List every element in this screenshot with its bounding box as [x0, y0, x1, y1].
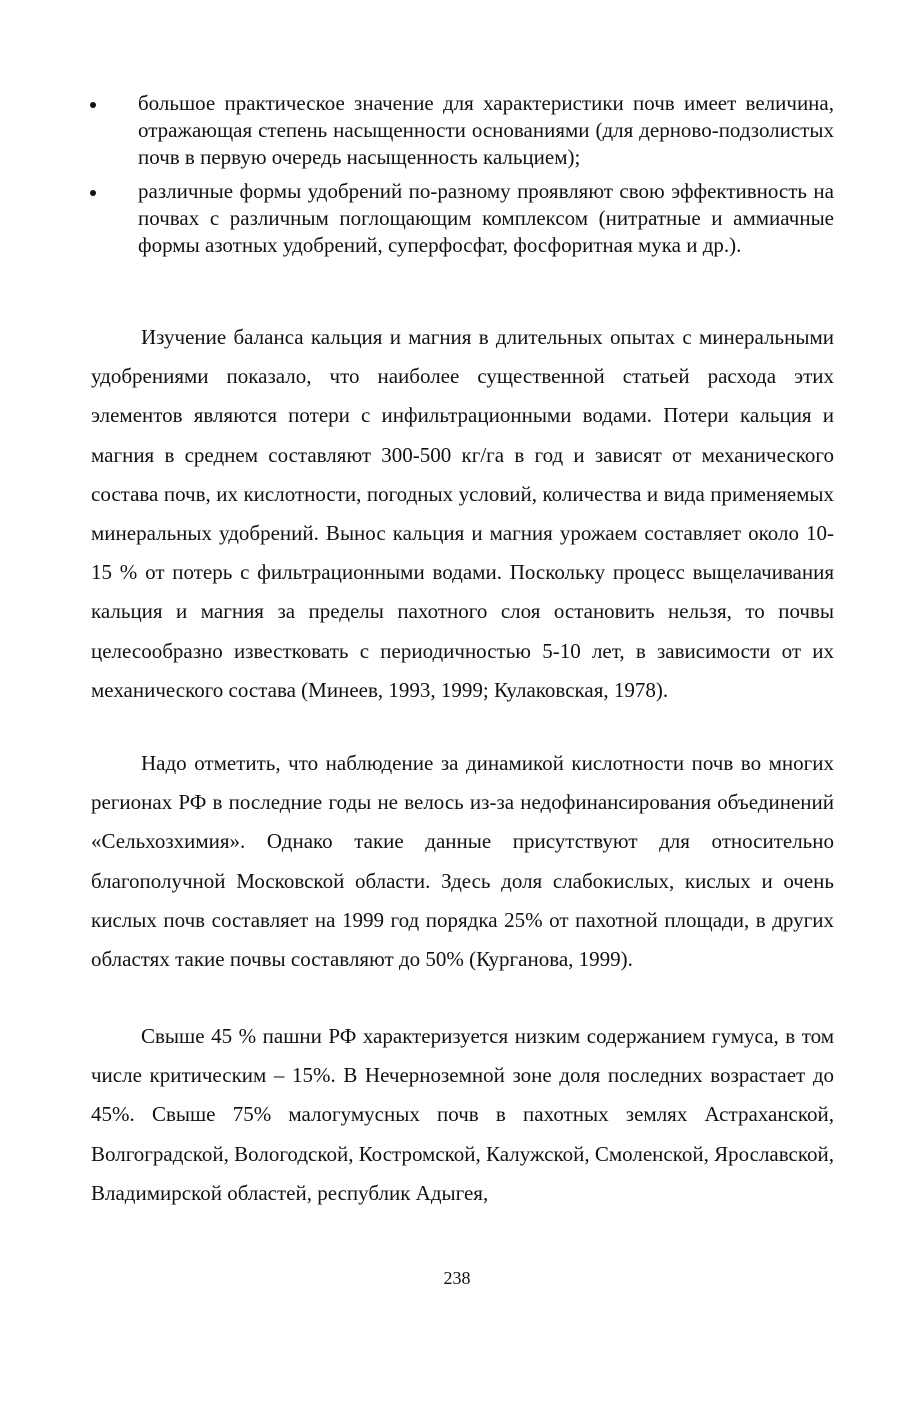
paragraph-acidity-monitoring: [91, 744, 834, 979]
paragraph-text: Свыше 45 % пашни РФ характеризуется низким содержанием гумуса, в том числе критическим – 15%. В Нечерноземной зоне доля последних возрастает до 45%. Свыше 75% малогумусных почв в пахотных землях Астраханской, Волгоградской, Вологодской, Костромской, Калужской, Смоленской, Ярославской, Владимирской областей, республик Адыгея,: [91, 1024, 834, 1205]
list-item: [88, 178, 834, 259]
paragraph-humus-content: [91, 1017, 834, 1213]
bullet-list: [88, 90, 834, 266]
paragraph-text: Изучение баланса кальция и магния в длительных опытах с минеральными удобрениями показало, что наиболее существенной статьей расхода этих элементов являются потери с инфильтрационными водами. Потери кальция и магния в среднем составляют 300-500 кг/га в год и зависят от механического состава почв, их кислотности, погодных условий, количества и вида применяемых минеральных удобрений. Вынос кальция и магния урожаем составляет около 10-15 % от потерь с фильтрационными водами. Поскольку процесс выщелачивания кальция и магния за пределы пахотного слоя остановить нельзя, то почвы целесообразно известковать с периодичностью 5-10 лет, в зависимости от их механического состава (Минеев, 1993, 1999; Кулаковская, 1978).: [91, 325, 834, 702]
list-item: [88, 90, 834, 171]
paragraph-calcium-balance: [91, 318, 834, 710]
page-number: 238: [443, 1268, 471, 1288]
bullet-text: большое практическое значение для характеристики почв имеет величина, отражающая степень насыщенности основаниями (для дерново-подзолистых почв в первую очередь насыщенность кальцием);: [138, 91, 834, 169]
paragraph-text: Надо отметить, что наблюдение за динамикой кислотности почв во многих регионах РФ в последние годы не велось из-за недофинансирования объединений «Сельхозхимия». Однако такие данные присутствуют для относительно благополучной Московской области. Здесь доля слабокислых, кислых и очень кислых почв составляет на 1999 год порядка 25% от пахотной площади, в других областях такие почвы составляют до 50% (Курганова, 1999).: [91, 751, 834, 972]
bullet-icon: [90, 102, 96, 108]
bullet-icon: [90, 190, 96, 196]
bullet-text: различные формы удобрений по-разному проявляют свою эффективность на почвах с различным поглощающим комплексом (нитратные и аммиачные формы азотных удобрений, суперфосфат, фосфоритная мука и др.).: [138, 179, 834, 257]
